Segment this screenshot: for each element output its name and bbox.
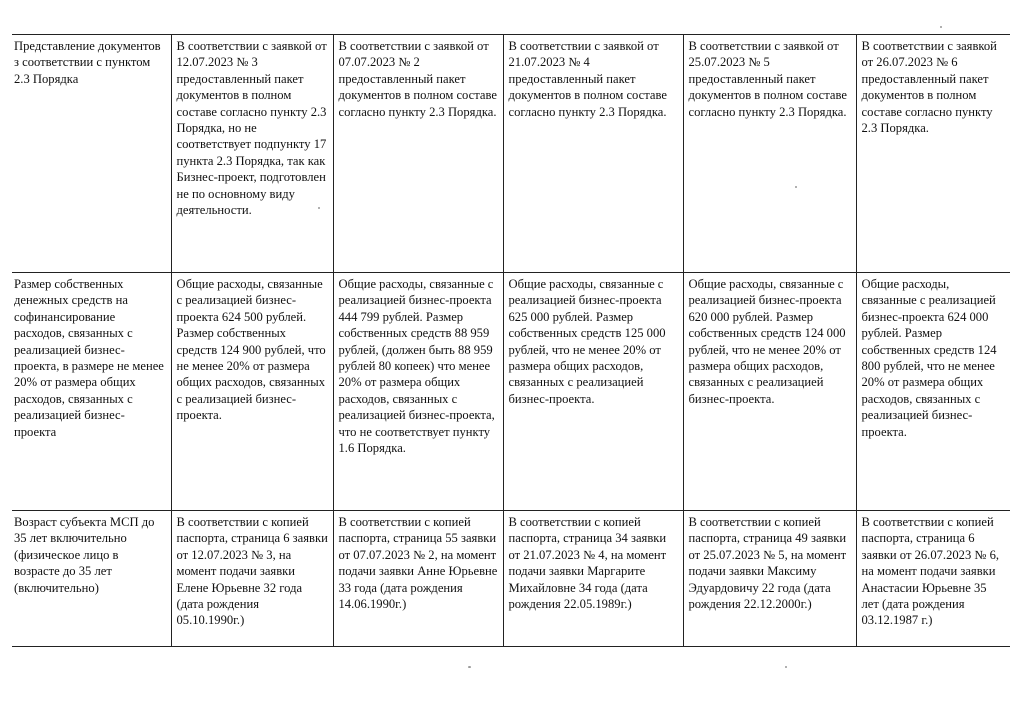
application-6-cell: В соответствии с копией паспорта, страница 6 заявки от 26.07.2023 № 6, на момент подачи заявки Анастасии Юрьевне 35 лет (дата рождения 03.12.1987 г.)	[856, 511, 1010, 647]
application-2-cell: В соответствии с копией паспорта, страница 55 заявки от 07.07.2023 № 2, на момент подачи заявки Анне Юрьевне 33 года (дата рождения 14.06.1990г.)	[333, 511, 503, 647]
table-row	[12, 511, 1010, 647]
scan-speck	[795, 186, 797, 188]
application-2-cell: В соответствии с заявкой от 07.07.2023 № 2 предоставленный пакет документов в полном составе согласно пункту 2.3 Порядка.	[333, 35, 503, 273]
application-3-cell: В соответствии с копией паспорта, страница 6 заявки от 12.07.2023 № 3, на момент подачи заявки Елене Юрьевне 32 года (дата рождения 05.10.1990г.)	[171, 511, 333, 647]
application-5-cell: В соответствии с копией паспорта, страница 49 заявки от 25.07.2023 № 5, на момент подачи заявки Максиму Эдуардовичу 22 года (дата рождения 22.12.2000г.)	[683, 511, 856, 647]
table-row	[12, 35, 1010, 273]
evaluation-table	[12, 34, 1010, 647]
application-6-cell: Общие расходы, связанные с реализацией бизнес-проекта 624 000 рублей. Размер собственных средств 124 800 рублей, что не менее 20% от размера общих расходов, связанных с реализацией бизнес-проекта.	[856, 273, 1010, 511]
scan-speck	[318, 207, 320, 209]
application-3-cell: В соответствии с заявкой от 12.07.2023 № 3 предоставленный пакет документов в полном составе согласно пункту 2.3 Порядка, но не соответствует подпункту 17 пункта 2.3 Порядка, так как Бизнес-проект, подготовлен не по основному виду деятельности.	[171, 35, 333, 273]
application-5-cell: Общие расходы, связанные с реализацией бизнес-проекта 620 000 рублей. Размер собственных средств 124 000 рублей, что не менее 20% от размера общих расходов, связанных с реализацией бизнес-проекта.	[683, 273, 856, 511]
application-5-cell: В соответствии с заявкой от 25.07.2023 № 5 предоставленный пакет документов в полном составе согласно пункту 2.3 Порядка.	[683, 35, 856, 273]
criterion-cell: Размер собственных денежных средств на софинансирование расходов, связанных с реализацией бизнес-проекта, в размере не менее 20% от размера общих расходов, связанных с реализацией бизнес-проекта	[12, 273, 171, 511]
scan-speck	[785, 666, 787, 668]
criterion-cell: Возраст субъекта МСП до 35 лет включительно (физическое лицо в возрасте до 35 лет (включительно)	[12, 511, 171, 647]
scan-speck	[940, 26, 942, 28]
application-4-cell: Общие расходы, связанные с реализацией бизнес-проекта 625 000 рублей. Размер собственных средств 125 000 рублей, что не менее 20% от размера общих расходов, связанных с реализацией бизнес-проекта.	[503, 273, 683, 511]
application-3-cell: Общие расходы, связанные с реализацией бизнес-проекта 624 500 рублей. Размер собственных средств 124 900 рублей, что не менее 20% от размера общих расходов, связанных с реализацией бизнес-проекта.	[171, 273, 333, 511]
application-6-cell: В соответствии с заявкой от 26.07.2023 № 6 предоставленный пакет документов в полном составе согласно пункту 2.3 Порядка.	[856, 35, 1010, 273]
application-4-cell: В соответствии с заявкой от 21.07.2023 № 4 предоставленный пакет документов в полном составе согласно пункту 2.3 Порядка.	[503, 35, 683, 273]
scan-speck	[468, 666, 471, 668]
table-row	[12, 273, 1010, 511]
application-2-cell: Общие расходы, связанные с реализацией бизнес-проекта 444 799 рублей. Размер собственных средств 88 959 рублей, (должен быть 88 959 рублей 80 копеек) что менее 20% от размера общих расходов, связанных с реализацией бизнес-проекта, что не соответствует пункту 1.6 Порядка.	[333, 273, 503, 511]
application-4-cell: В соответствии с копией паспорта, страница 34 заявки от 21.07.2023 № 4, на момент подачи заявки Маргарите Михайловне 34 года (дата рождения 22.05.1989г.)	[503, 511, 683, 647]
criterion-cell: Представление документов з соответствии с пунктом 2.3 Порядка	[12, 35, 171, 273]
